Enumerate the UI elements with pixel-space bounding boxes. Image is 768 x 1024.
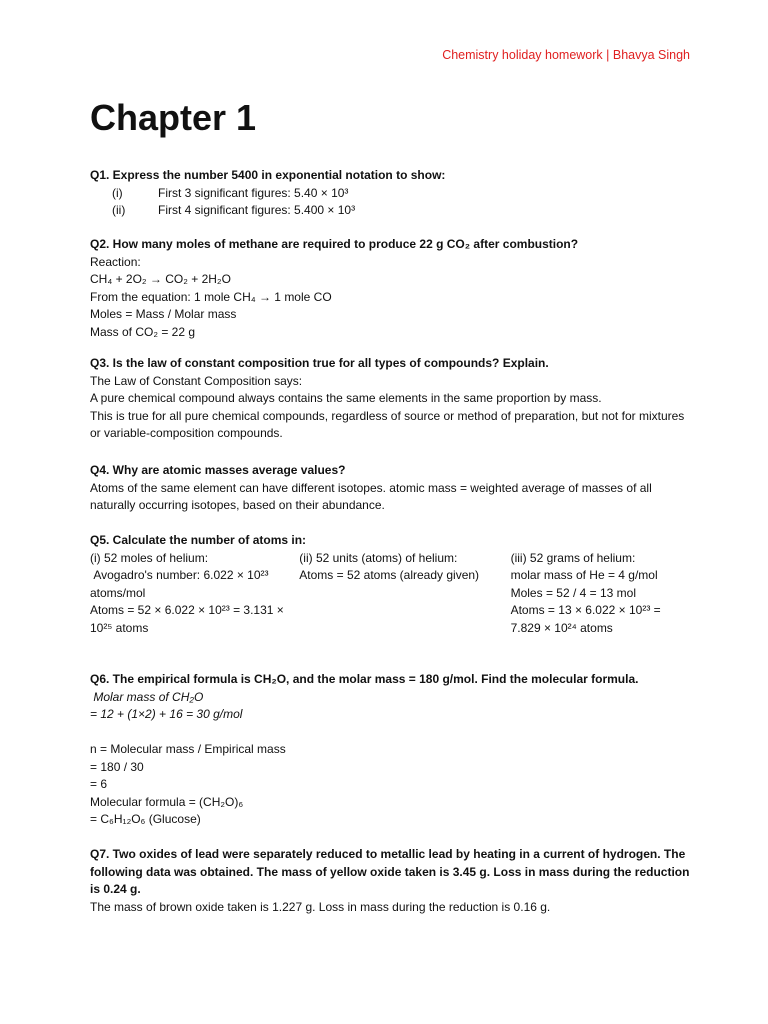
answer-line: n = Molecular mass / Empirical mass — [90, 742, 286, 756]
question-5 — [90, 532, 690, 637]
answer-line: A pure chemical compound always contains the same elements in the same proportion by mass. — [90, 391, 602, 405]
question-3 — [90, 355, 690, 443]
answer-line: This is true for all pure chemical compounds, regardless of source or method of preparation, but not for mixtures or variable-composition compounds. — [90, 408, 688, 440]
answer-line: CH₄ + 2O₂ → CO₂ + 2H₂O — [90, 272, 231, 286]
question-title: Q7. Two oxides of lead were separately reduced to metallic lead by heating in a current of hydrogen. The following data was obtained. The mass of yellow oxide taken is 3.45 g. Loss in mass during the reduction is 0.24 g. — [90, 847, 690, 896]
page-header: Chemistry holiday homework | Bhavya Singh — [442, 48, 690, 62]
question-7 — [90, 846, 690, 916]
question-title: Q1. Express the number 5400 in exponential notation to show: — [90, 168, 446, 182]
question-title: Q3. Is the law of constant composition true for all types of compounds? Explain. — [90, 356, 549, 370]
question-1 — [90, 167, 690, 220]
question-6 — [90, 671, 690, 829]
answer-line: Molar mass of CH₂O — [90, 689, 204, 704]
list-item-number: (i) — [112, 185, 123, 200]
answer-line: Molecular formula = (CH₂O)₆ — [90, 794, 244, 809]
answer-line: Moles = Mass / Molar mass — [90, 307, 237, 321]
list-item-number: (ii) — [112, 203, 126, 217]
answer-line: = 12 + (1×2) + 16 = 30 g/mol — [90, 707, 243, 721]
list-item-text: First 3 significant figures: 5.40 × 10³ — [158, 185, 349, 200]
answer-line: Atoms = 52 atoms (already given) — [299, 568, 480, 582]
answer-line: From the equation: 1 mole CH₄ → 1 mole CO — [90, 289, 332, 304]
question-title: Q5. Calculate the number of atoms in: — [90, 533, 307, 547]
answer-column-2 — [299, 550, 510, 638]
question-title: Q4. Why are atomic masses average values? — [90, 463, 346, 477]
answer-line: = 6 — [90, 777, 108, 791]
answer-line: Mass of CO₂ = 22 g — [90, 324, 196, 339]
answer-line: Avogadro's number: 6.022 × 10²³ atoms/mol — [90, 568, 272, 600]
answer-line: The Law of Constant Composition says: — [90, 373, 303, 388]
list-item-text: First 4 significant figures: 5.400 × 10³ — [158, 203, 356, 217]
answer-line: molar mass of He = 4 g/mol — [510, 568, 658, 582]
answer-line: Atoms = 52 × 6.022 × 10²³ = 3.131 × 10²⁵ atoms — [90, 603, 288, 635]
answer-column-1 — [90, 550, 299, 638]
list-item — [90, 185, 690, 203]
question-2 — [90, 236, 690, 341]
list-item — [90, 202, 690, 220]
answer-line: = C₆H₁₂O₆ (Glucose) — [90, 812, 201, 826]
blank-line — [90, 724, 690, 742]
question-title: Q6. The empirical formula is CH₂O, and the molar mass = 180 g/mol. Find the molecular formula. — [90, 672, 639, 686]
question-title: Q2. How many moles of methane are required to produce 22 g CO₂ after combustion? — [90, 237, 579, 251]
answer-line: (i) 52 moles of helium: — [90, 550, 209, 565]
answer-line: Atoms = 13 × 6.022 × 10²³ = 7.829 × 10²⁴ atoms — [510, 603, 665, 635]
answer-columns — [90, 550, 690, 638]
answer-line: (iii) 52 grams of helium: — [510, 550, 636, 565]
answer-line: Moles = 52 / 4 = 13 mol — [510, 585, 636, 600]
chapter-title: Chapter 1 — [90, 97, 257, 138]
answer-column-3 — [511, 550, 690, 638]
question-4 — [90, 462, 690, 515]
answer-line: Reaction: — [90, 254, 141, 269]
answer-line: The mass of brown oxide taken is 1.227 g. Loss in mass during the reduction is 0.16 g. — [90, 899, 551, 914]
answer-line: (ii) 52 units (atoms) of helium: — [299, 550, 458, 565]
answer-line: Atoms of the same element can have different isotopes. atomic mass = weighted average of masses of all naturally occurring isotopes, based on their abundance. — [90, 480, 656, 512]
answer-line: = 180 / 30 — [90, 759, 144, 774]
